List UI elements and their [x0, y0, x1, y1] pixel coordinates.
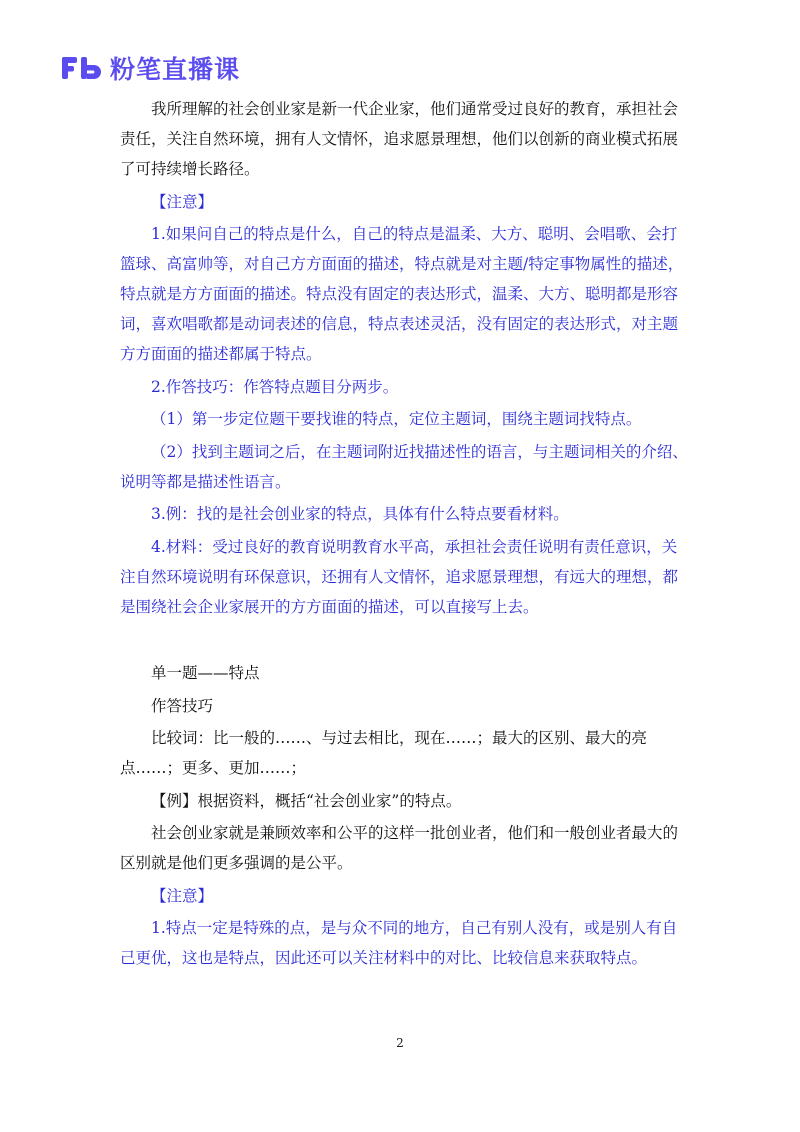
page-number: 2	[396, 1036, 404, 1050]
top-section	[120, 94, 690, 622]
paragraph: 【例】根据资料，概括“社会创业家”的特点。	[151, 791, 462, 810]
document-body	[120, 94, 690, 976]
paragraph: 1.特点一定是特殊的点，是与众不同的地方，自己有别人没有，或是别人有自己更优，这也是特点，因此还可以关注材料中的对比、比较信息来获取特点。	[120, 919, 678, 967]
paragraph: 我所理解的社会创业家是新一代企业家，他们通常受过良好的教育，承担社会责任，关注自然环境，拥有人文情怀，追求愿景理想，他们以创新的商业模式拓展了可持续增长路径。	[120, 100, 679, 178]
bottom-section	[120, 658, 690, 973]
page-header	[60, 50, 240, 86]
paragraph: 【注意】	[151, 886, 214, 905]
brand-name: 粉笔直播课	[110, 55, 241, 84]
paragraph: 1.如果问自己的特点是什么，自己的特点是温柔、大方、聪明、会唱歌、会打篮球、高富帅等，对自己方方面面的描述，特点就是对主题/特定事物属性的描述，特点就是方方面面的描述。特点没有固定的表达形式，温柔、大方、聪明都是形容词，喜欢唱歌都是动词表述的信息，特点表述灵活，没有固定的表达形式，对主题方方面面的描述都属于特点。	[120, 225, 684, 363]
paragraph: 比较词：比一般的……、与过去相比，现在……；最大的区别、最大的亮点……；更多、更加……；	[120, 729, 648, 777]
paragraph: 2.作答技巧：作答特点题目分两步。	[151, 377, 399, 396]
fb-logo-icon	[60, 53, 104, 83]
paragraph: 4.材料：受过良好的教育说明教育水平高，承担社会责任说明有责任意识，关注自然环境说明有环保意识，还拥有人文情怀，追求愿景理想，有远大的理想，都是围绕社会企业家展开的方方面面的描述，可以直接写上去。	[120, 537, 679, 616]
paragraph: 社会创业家就是兼顾效率和公平的这样一批创业者，他们和一般创业者最大的区别就是他们更多强调的是公平。	[120, 824, 679, 872]
paragraph: 3.例：找的是社会创业家的特点，具体有什么特点要看材料。	[151, 505, 569, 523]
paragraph: 作答技巧	[151, 696, 214, 715]
paragraph: （1）第一步定位题干要找谁的特点，定位主题词，围绕主题词找特点。	[151, 410, 642, 428]
paragraph: （2）找到主题词之后，在主题词附近找描述性的语言，与主题词相关的介绍、说明等都是描述性语言。	[120, 442, 688, 491]
section-gap	[120, 624, 690, 658]
paragraph: 单一题——特点	[151, 664, 260, 682]
paragraph: 【注意】	[151, 192, 214, 211]
